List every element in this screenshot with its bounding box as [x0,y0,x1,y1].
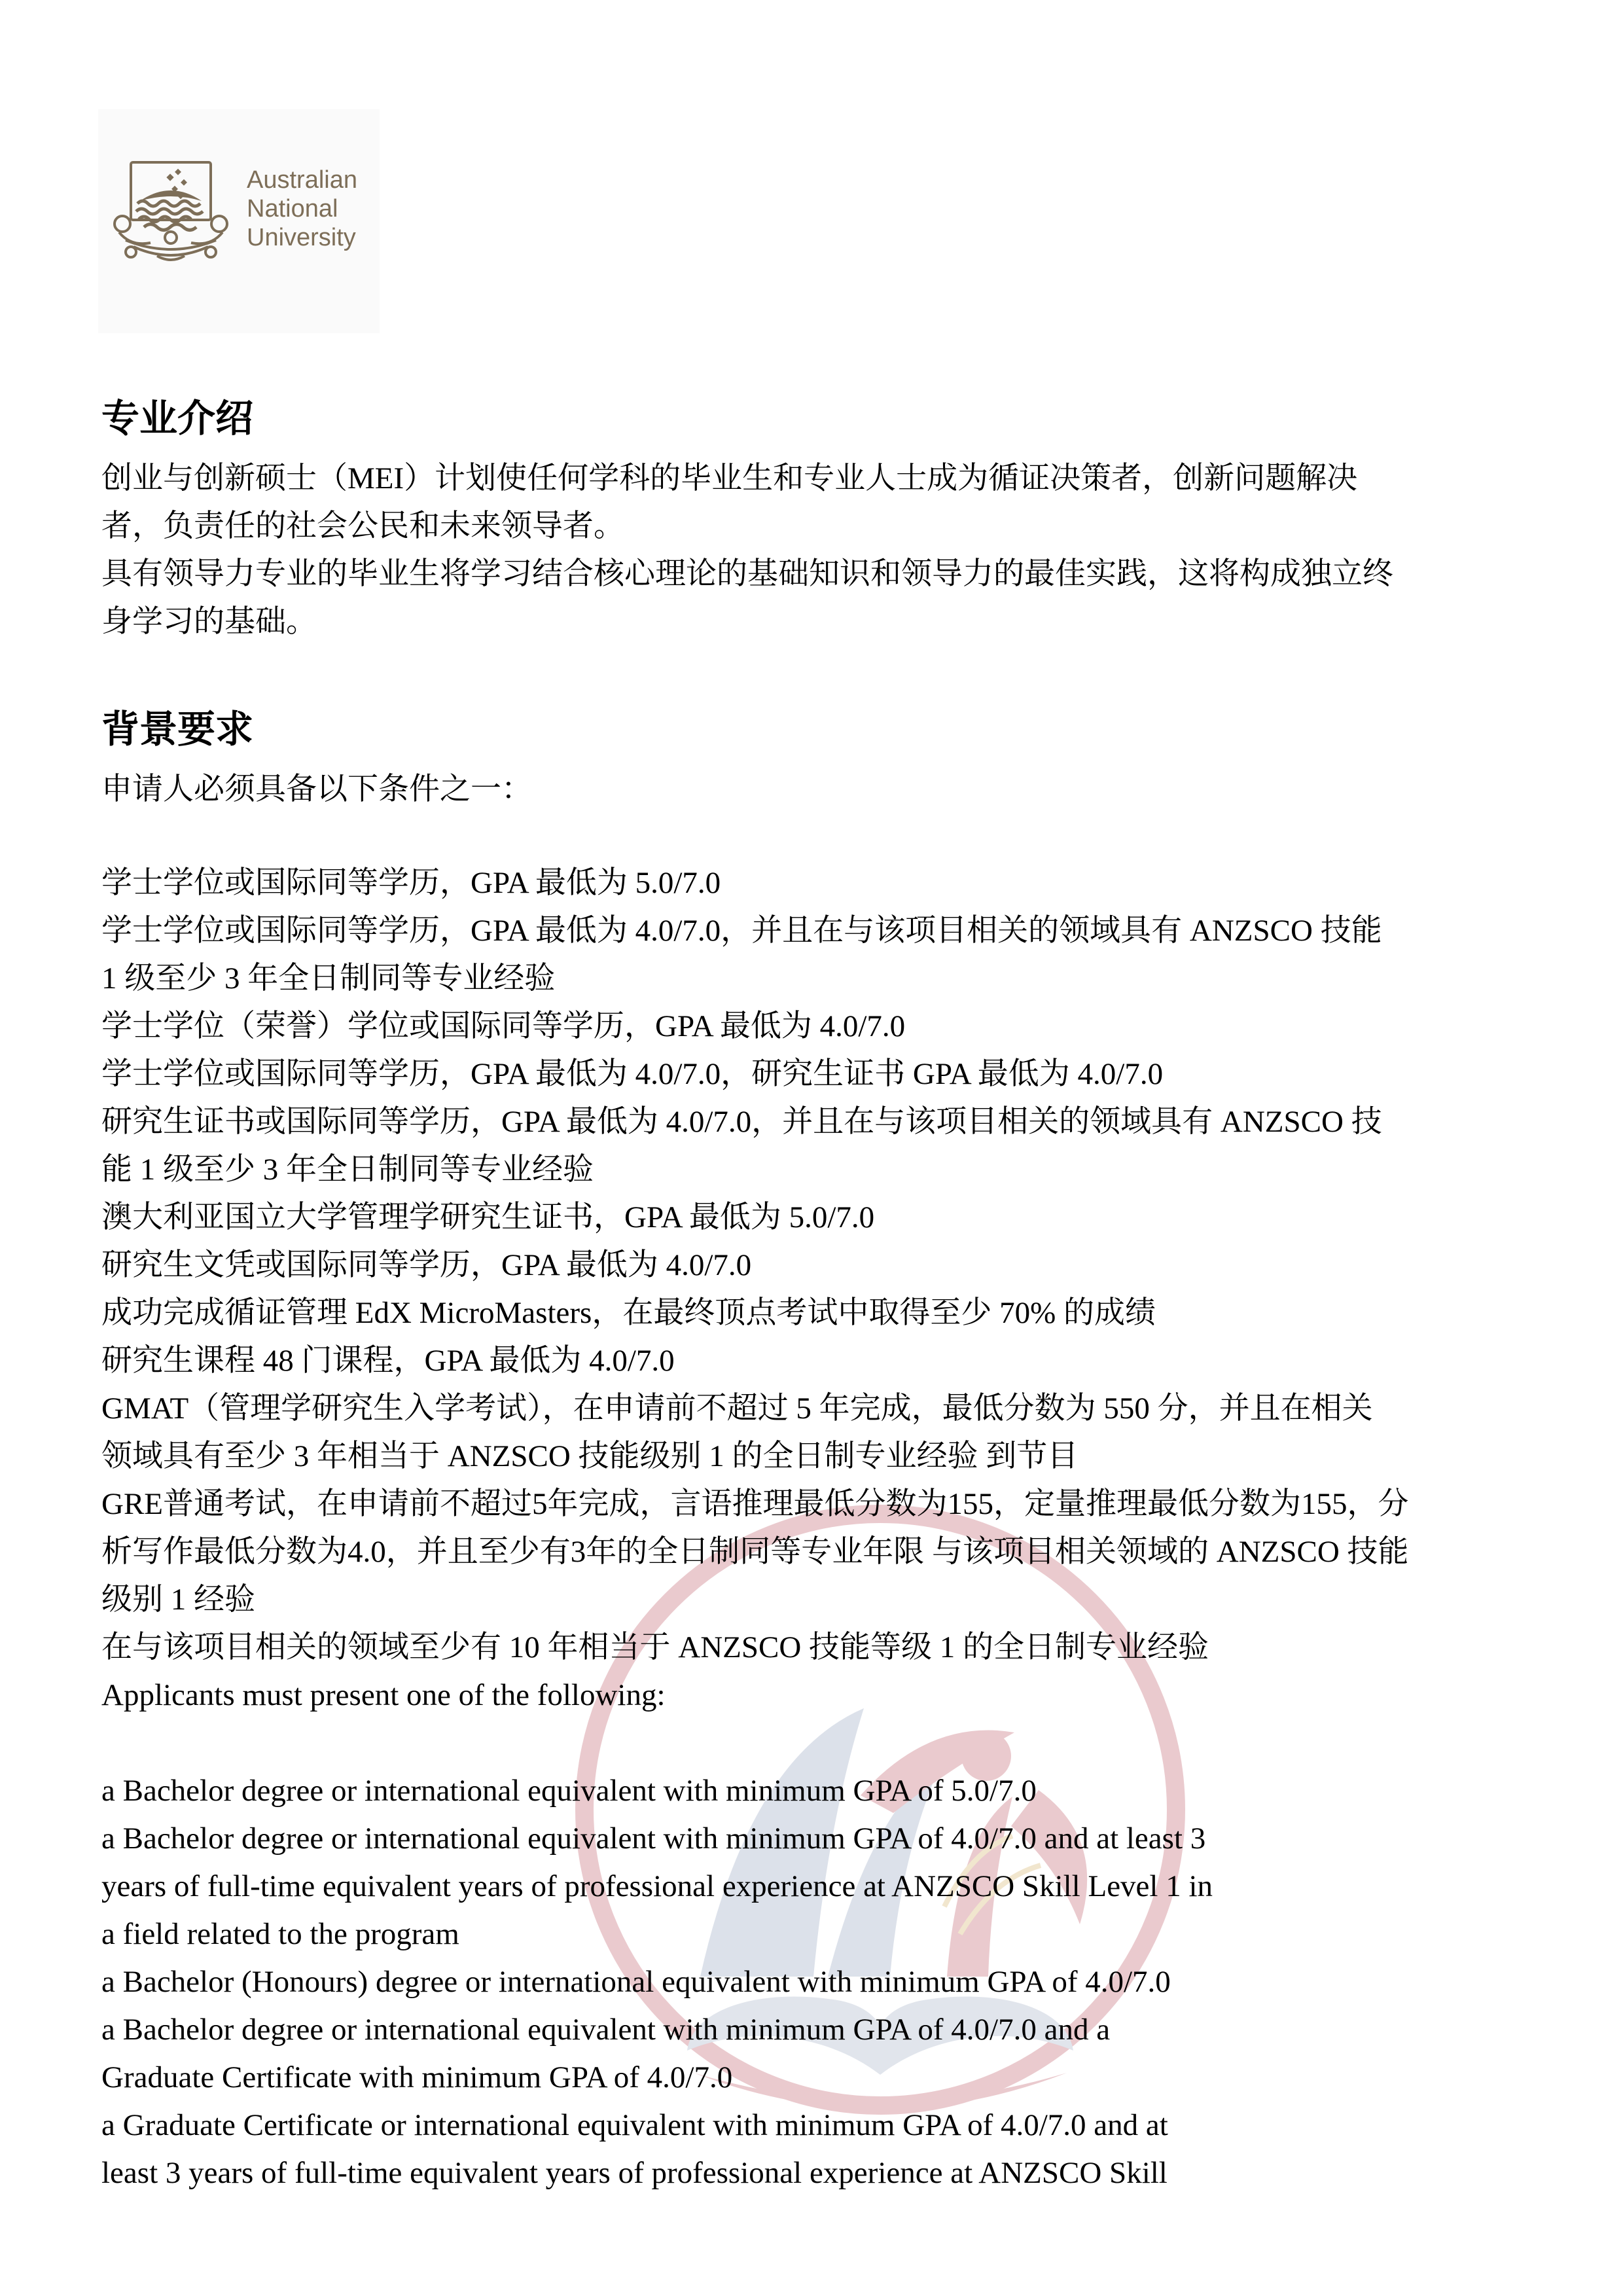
requirement-line-en: a Bachelor degree or international equivalent with minimum GPA of 4.0/7.0 and at least 3 [101,1821,1206,1856]
crest-mound [140,190,202,201]
anu-logo [98,109,380,333]
anu-crest-icon [111,160,230,266]
requirement-line-zh: 在与该项目相关的领域至少有 10 年相当于 ANZSCO 技能等级 1 的全日制专业经验 [101,1630,1209,1664]
requirements-zh [101,859,1522,1672]
intro-text-line: 具有领导力专业的毕业生将学习结合核心理论的基础知识和领导力的最佳实践，这将构成独立终 [101,557,1393,591]
requirement-line-zh: 学士学位或国际同等学历，GPA 最低为 4.0/7.0，并且在与该项目相关的领域具有 ANZSCO 技能 [101,914,1382,948]
requirement-line-zh: 研究生文凭或国际同等学历，GPA 最低为 4.0/7.0 [101,1248,752,1282]
requirement-line-zh: 澳大利亚国立大学管理学研究生证书，GPA 最低为 5.0/7.0 [101,1200,875,1234]
requirement-line-zh: 研究生证书或国际同等学历，GPA 最低为 4.0/7.0，并且在与该项目相关的领域具有 ANZSCO 技 [101,1105,1382,1139]
intro-section-heading: 专业介绍 [101,397,254,440]
requirements-en [101,1767,1522,2197]
document-body [101,393,1522,2197]
background-lead-en: Applicants must present one of the following: [101,1678,666,1712]
anu-wordmark-line: National [247,195,338,223]
requirement-line-en: least 3 years of full-time equivalent years of professional experience at ANZSCO Skill [101,2156,1168,2190]
requirement-line-en: years of full-time equivalent years of professional experience at ANZSCO Skill Level 1 in [101,1869,1213,1903]
requirement-line-en: a Graduate Certificate or international equivalent with minimum GPA of 4.0/7.0 and at [101,2108,1168,2142]
crest-scrolls [115,216,227,260]
requirement-line-en: a Bachelor degree or international equivalent with minimum GPA of 5.0/7.0 [101,1774,1037,1808]
background-lead: 申请人必须具备以下条件之一： [101,772,532,806]
requirement-line-en: a Bachelor (Honours) degree or international equivalent with minimum GPA of 4.0/7.0 [101,1965,1171,1999]
requirement-line-zh: 领域具有至少 3 年相当于 ANZSCO 技能级别 1 的全日制专业经验 到节目 [101,1439,1079,1473]
requirement-line-zh: 学士学位（荣誉）学位或国际同等学历，GPA 最低为 4.0/7.0 [101,1009,906,1043]
intro-text-line: 身学习的基础。 [101,605,317,639]
crest-waves [136,201,203,230]
background-section-heading: 背景要求 [101,708,254,751]
requirement-line-zh: GMAT（管理学研究生入学考试），在申请前不超过 5 年完成，最低分数为 550 分，并且在相关 [101,1391,1373,1426]
anu-wordmark-line: University [247,224,356,251]
requirement-line-zh: 1 级至少 3 年全日制同等专业经验 [101,961,556,996]
requirement-line-zh: 析写作最低分数为4.0，并且至少有3年的全日制同等专业年限 与该项目相关领域的 ANZSCO 技能 [101,1535,1409,1569]
requirement-line-zh: 成功完成循证管理 EdX MicroMasters，在最终顶点考试中取得至少 70% 的成绩 [101,1296,1156,1330]
requirement-line-en: Graduate Certificate with minimum GPA of 4.0/7.0 [101,2060,733,2094]
requirement-line-en: a field related to the program [101,1917,459,1951]
intro-paragraphs [101,455,1522,646]
requirement-line-en: a Bachelor degree or international equivalent with minimum GPA of 4.0/7.0 and a [101,2013,1111,2047]
requirement-line-zh: GRE普通考试，在申请前不超过5年完成，言语推理最低分数为155，定量推理最低分数为155，分 [101,1487,1409,1521]
intro-text-line: 者，负责任的社会公民和未来领导者。 [101,509,624,543]
requirement-line-zh: 级别 1 经验 [101,1583,255,1617]
anu-wordmark [247,166,357,252]
requirement-line-zh: 研究生课程 48 门课程，GPA 最低为 4.0/7.0 [101,1344,675,1378]
requirement-line-zh: 学士学位或国际同等学历，GPA 最低为 5.0/7.0 [101,866,721,900]
anu-wordmark-line: Australian [247,166,357,194]
requirement-line-zh: 学士学位或国际同等学历，GPA 最低为 4.0/7.0，研究生证书 GPA 最低为 4.0/7.0 [101,1057,1164,1091]
intro-text-line: 创业与创新硕士（MEI）计划使任何学科的毕业生和专业人士成为循证决策者，创新问题解决 [101,461,1358,495]
requirement-line-zh: 能 1 级至少 3 年全日制同等专业经验 [101,1153,594,1187]
